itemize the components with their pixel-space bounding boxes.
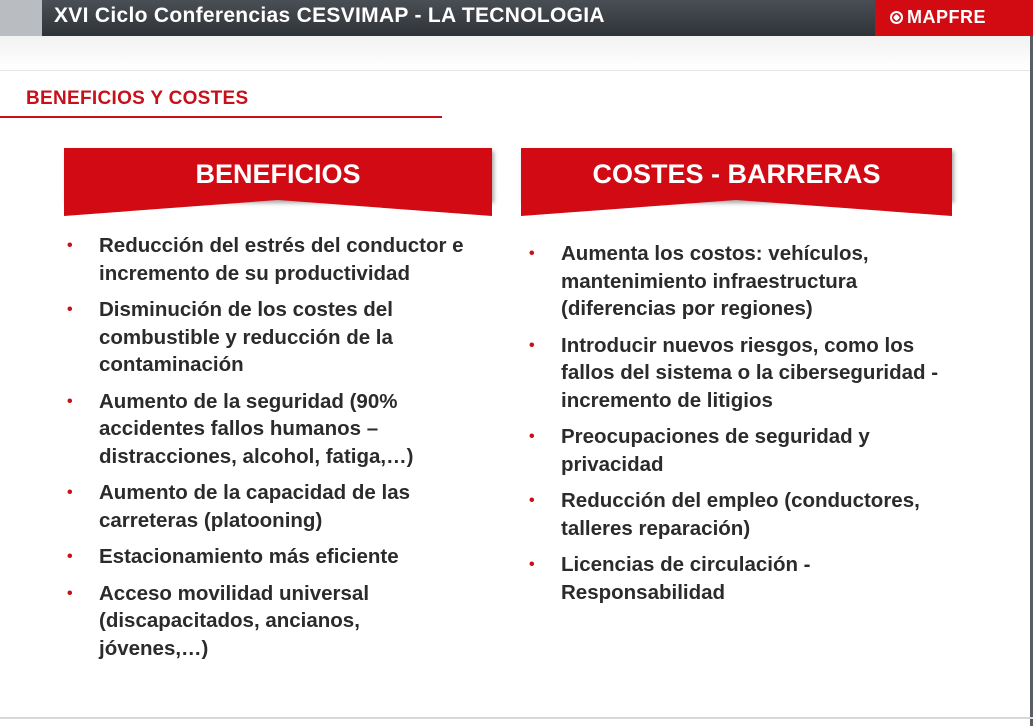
benefit-text: Acceso movilidad universal (discapacitados, ancianos, jóvenes,…) <box>99 581 370 660</box>
list-item <box>65 479 465 534</box>
mapfre-logo-icon <box>890 11 903 24</box>
list-item <box>527 551 947 606</box>
bullet-icon: • <box>529 245 535 262</box>
header-band <box>0 36 1033 71</box>
bullet-icon: • <box>529 336 535 354</box>
brand-block <box>875 0 1033 36</box>
costs-banner <box>521 148 952 200</box>
costs-list <box>527 240 947 615</box>
bullet-icon: • <box>529 428 535 445</box>
benefits-banner <box>64 148 492 200</box>
bullet-icon: • <box>67 484 73 501</box>
footer-divider <box>0 717 1033 719</box>
bullet-icon: • <box>67 301 73 318</box>
cost-text: Preocupaciones de seguridad y privacidad <box>561 425 870 476</box>
bullet-icon: • <box>67 584 73 602</box>
benefit-text: Reducción del estrés del conductor e incremento de su productividad <box>99 234 464 285</box>
list-item <box>527 240 947 323</box>
bullet-icon: • <box>529 556 535 573</box>
benefit-text: Aumento de la capacidad de las carreteras (platooning) <box>99 481 411 532</box>
section-underline <box>0 116 442 118</box>
list-item <box>65 580 465 663</box>
brand-name: MAPFRE <box>907 7 986 27</box>
cost-text: Aumenta los costos: vehículos, mantenimiento infraestructura (diferencias por regiones) <box>561 242 869 320</box>
bullet-icon: • <box>67 392 73 410</box>
list-item <box>65 296 465 379</box>
bullet-icon: • <box>529 492 535 509</box>
costs-title: COSTES - BARRERAS <box>592 159 881 189</box>
benefits-title: BENEFICIOS <box>195 159 361 189</box>
cost-text: Introducir nuevos riesgos, como los fallos del sistema o la ciberseguridad - incremento de litigios <box>561 333 939 412</box>
benefit-text: Disminución de los costes del combustible y reducción de la contaminación <box>99 298 393 376</box>
cost-text: Reducción del empleo (conductores, talleres reparación) <box>561 489 920 540</box>
presentation-title: XVI Ciclo Conferencias CESVIMAP - LA TECNOLOGIA <box>54 4 605 27</box>
list-item <box>527 423 947 478</box>
list-item <box>527 332 947 415</box>
list-item <box>65 232 465 287</box>
list-item <box>527 487 947 542</box>
bullet-icon: • <box>67 237 73 254</box>
list-item <box>65 388 465 471</box>
benefits-list <box>65 232 465 671</box>
cost-text: Licencias de circulación - Responsabilidad <box>561 553 811 604</box>
section-heading: BENEFICIOS Y COSTES <box>26 88 249 109</box>
benefit-text: Aumento de la seguridad (90% accidentes fallos humanos – distracciones, alcohol, fatiga,…) <box>99 389 414 468</box>
benefit-text: Estacionamiento más eficiente <box>99 545 399 568</box>
bullet-icon: • <box>67 548 73 565</box>
list-item <box>65 543 465 571</box>
